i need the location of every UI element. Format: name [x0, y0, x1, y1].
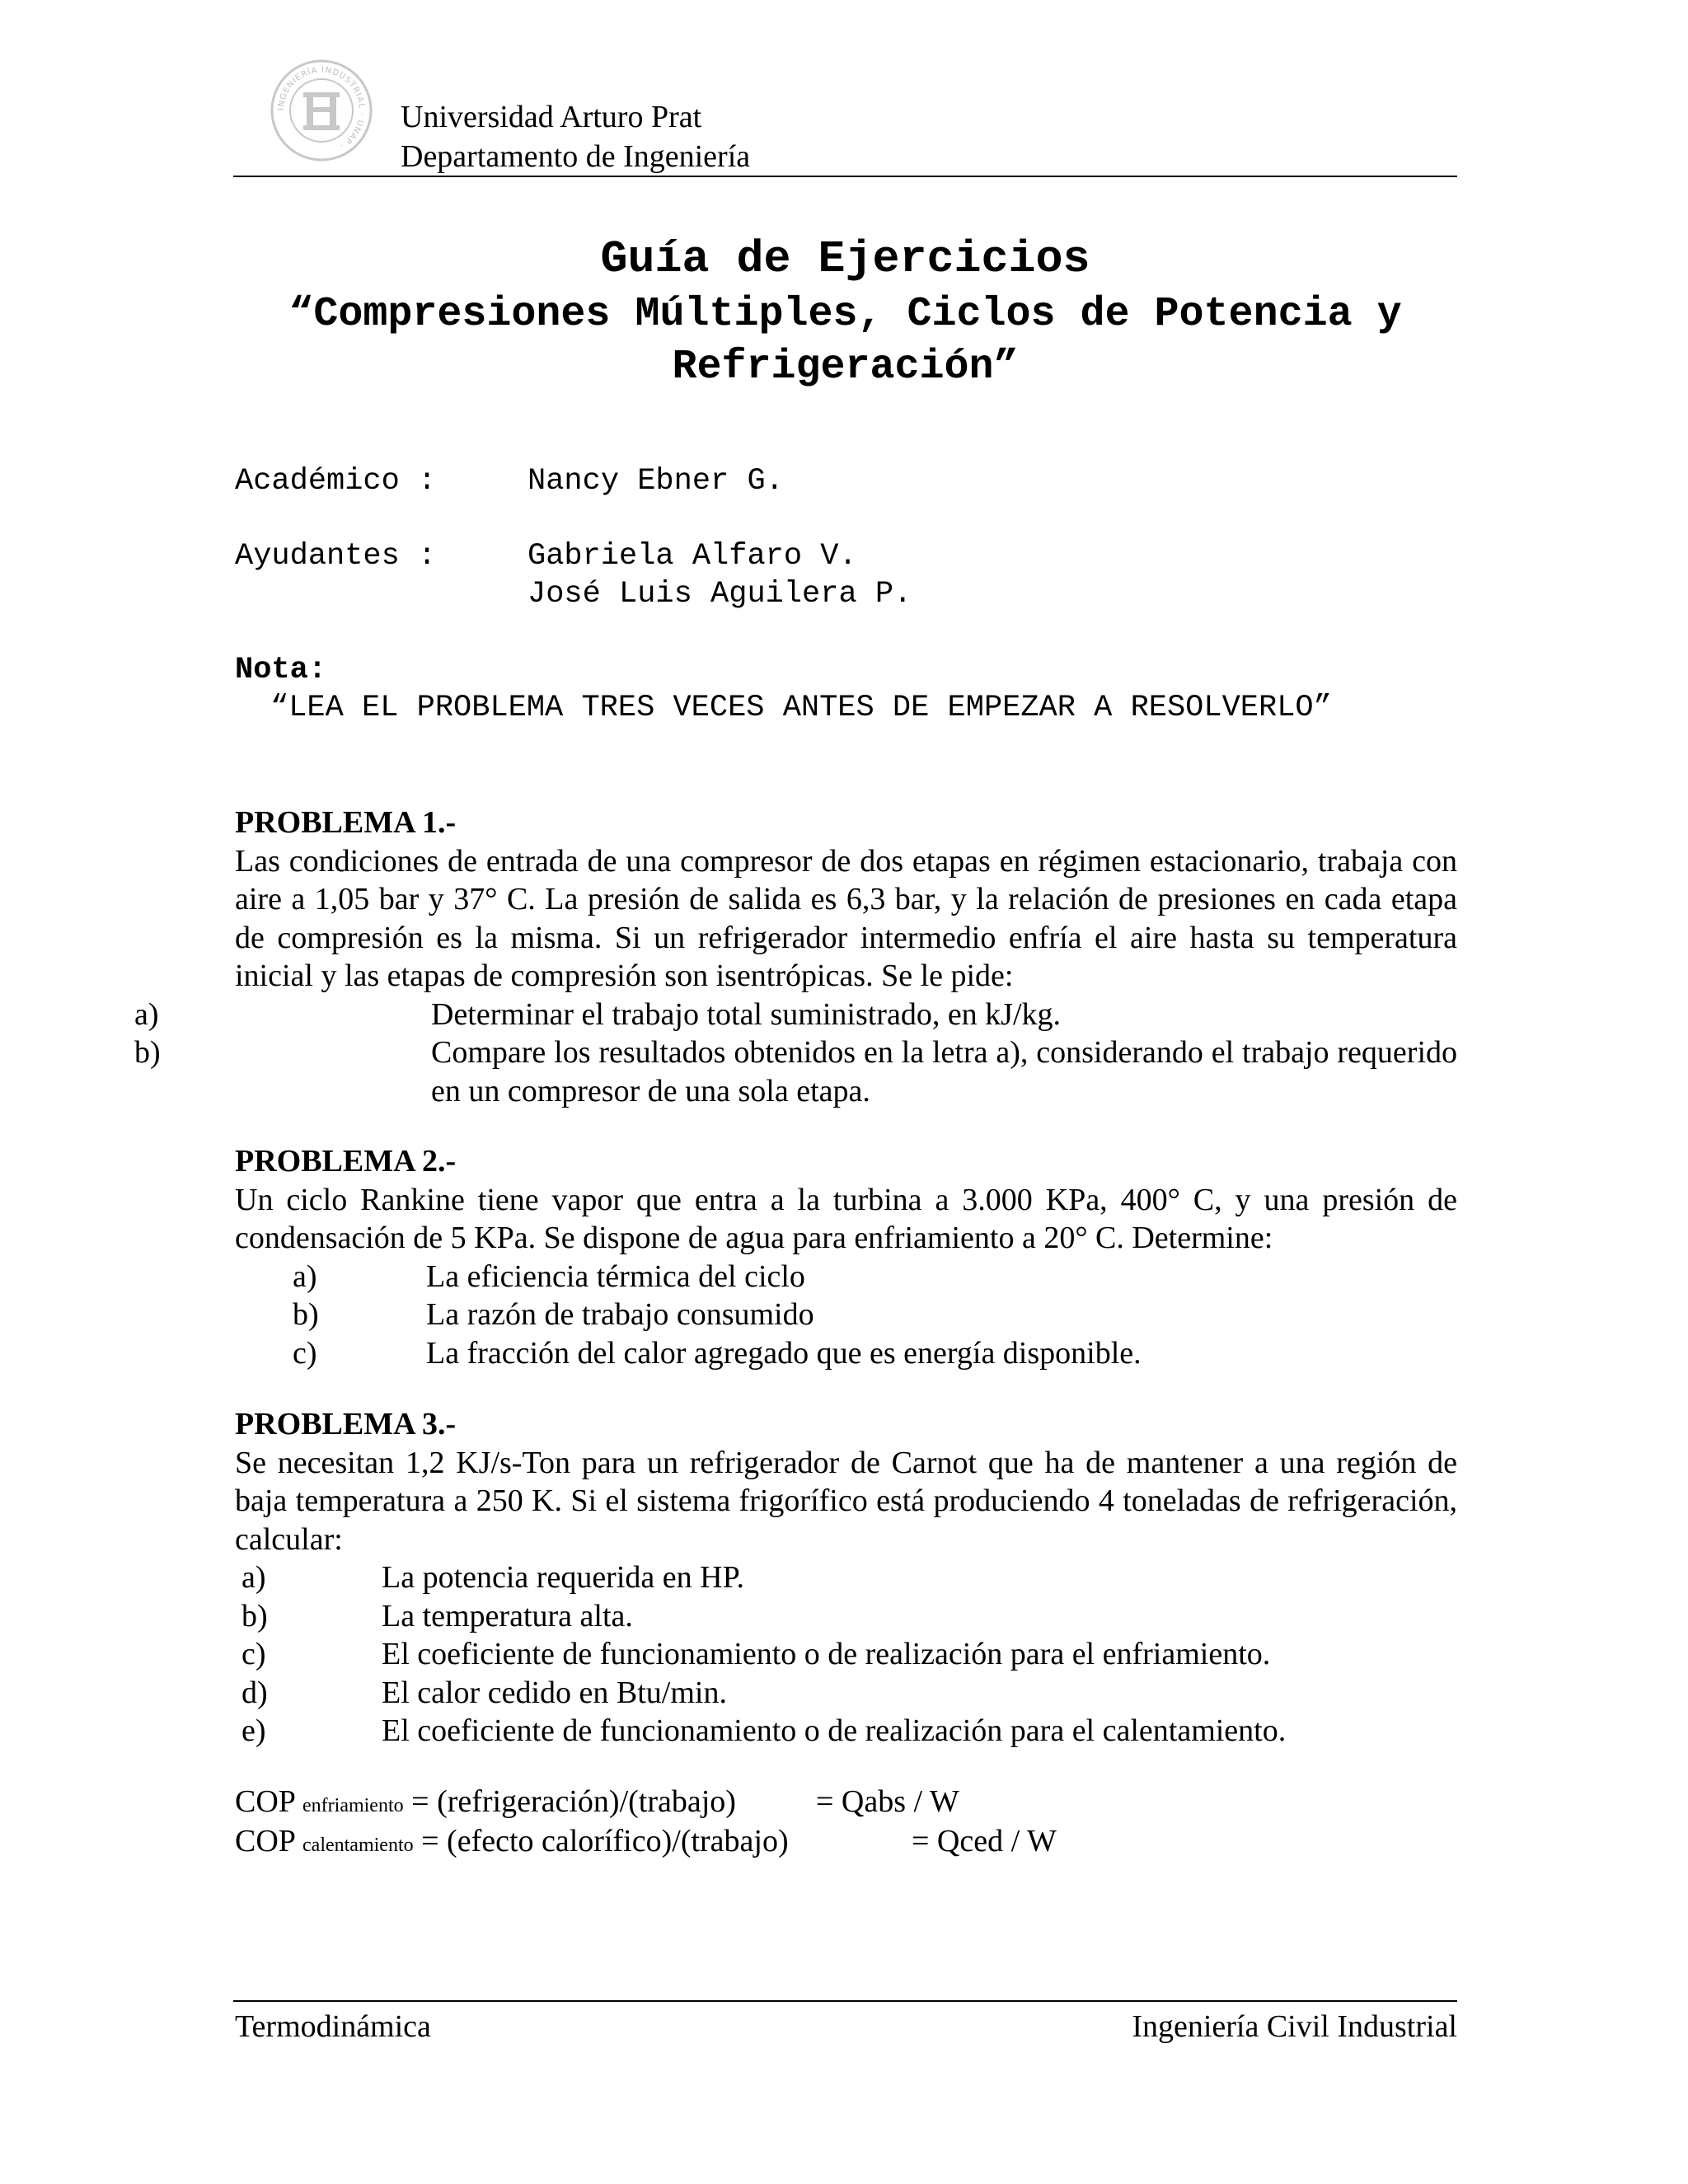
problem-statement: Se necesitan 1,2 KJ/s-Ton para un refrigerador de Carnot que ha de mantener a una región de baja temperatura a 250 K. Si el sistema frigorífico está produciendo 4 toneladas de refrigeración, calcular: [235, 1445, 1457, 1557]
list-item-label: e) [241, 1713, 266, 1748]
cop-cooling-formula [235, 1782, 959, 1825]
footer-program: Ingeniería Civil Industrial [1132, 2009, 1457, 2044]
list-item-label: a) [241, 1560, 266, 1595]
list-item-text: El coeficiente de funcionamiento o de realización para el enfriamiento. [382, 1637, 1271, 1671]
problem-statement: Un ciclo Rankine tiene vapor que entra a la turbina a 3.000 KPa, 400° C, y una presión de condensación de 5 KPa. Se dispone de agua para enfriamiento a 20° C. Determine: [235, 1182, 1457, 1255]
institution-block [401, 97, 750, 176]
problem-title: PROBLEMA 1.- [235, 805, 457, 840]
list-item [241, 1558, 1457, 1597]
list-item [241, 1674, 1457, 1713]
list-item-label: b) [134, 1035, 161, 1070]
list-item [134, 996, 1457, 1034]
nota-label: Nota: [235, 653, 327, 687]
list-item [293, 1296, 1457, 1334]
formula-cop: COP [235, 1784, 295, 1819]
list-item [293, 1258, 1457, 1296]
problem-statement: Las condiciones de entrada de una compresor de dos etapas en régimen estacionario, trabaja con aire a 1,05 bar y 37° C. La presión de salida es 6,3 bar, y la relación de presiones en cada etapa de compresión es la misma. Si un refrigerador intermedio enfría el aire hasta su temperatura inicial y las etapas de compresión son isentrópicas. Se le pide: [235, 843, 1457, 993]
formula-definition: = (refrigeración)/(trabajo) [411, 1784, 736, 1819]
problem-2 [235, 1142, 1457, 1372]
footer-course: Termodinámica [235, 2009, 431, 2044]
document-subtitle-line1: “Compresiones Múltiples, Ciclos de Potencia y [288, 291, 1402, 338]
formula-subscript: calentamiento [302, 1835, 414, 1856]
nota-text: “LEA EL PROBLEMA TRES VECES ANTES DE EMPEZAR A RESOLVERLO” [270, 691, 1332, 725]
list-item-text: La razón de trabajo consumido [426, 1297, 814, 1332]
list-item-text: Compare los resultados obtenidos en la letra a), considerando el trabajo requerido en un compresor de una sola etapa. [431, 1035, 1457, 1108]
cop-heating-formula [235, 1821, 1057, 1865]
formula-rhs: = Qced / W [912, 1824, 1057, 1858]
academico-value: Nancy Ebner G. [528, 464, 784, 499]
list-item-text: La potencia requerida en HP. [382, 1560, 744, 1595]
formula-cop: COP [235, 1824, 295, 1858]
list-item-text: La temperatura alta. [382, 1598, 633, 1633]
problem-1 [134, 804, 1457, 1110]
ayudante-name: José Luis Aguilera P. [528, 577, 912, 612]
problem-title: PROBLEMA 2.- [235, 1144, 457, 1179]
title-block [233, 231, 1457, 394]
list-item-label: a) [134, 996, 159, 1032]
academico-label: Académico : [235, 464, 437, 499]
department-name: Departamento de Ingeniería [401, 139, 751, 174]
list-item [241, 1712, 1457, 1750]
institution-name: Universidad Arturo Prat [401, 100, 702, 134]
list-item-text: La eficiencia térmica del ciclo [426, 1258, 805, 1294]
svg-text:INGENIERÍA INDUSTRIAL · UNAP ·: INGENIERÍA INDUSTRIAL · UNAP · [276, 65, 367, 151]
problem-3 [235, 1405, 1457, 1750]
list-item [134, 1033, 1457, 1110]
list-item-label: d) [241, 1675, 268, 1710]
list-item-text: La fracción del calor agregado que es energía disponible. [426, 1335, 1142, 1371]
ayudante-name: Gabriela Alfaro V. [528, 539, 857, 574]
list-item-label: b) [241, 1598, 268, 1633]
list-item-text: El calor cedido en Btu/min. [382, 1675, 727, 1710]
header-rule [233, 176, 1457, 177]
document-subtitle-line2: Refrigeración” [672, 344, 1019, 391]
problem-title: PROBLEMA 3.- [235, 1407, 457, 1441]
list-item [293, 1334, 1457, 1373]
list-item-text: Determinar el trabajo total suministrado, en kJ/kg. [431, 996, 1062, 1032]
list-item [241, 1597, 1457, 1636]
ayudantes-label: Ayudantes : [235, 539, 437, 574]
list-item-label: c) [293, 1335, 317, 1371]
university-seal-logo [270, 59, 373, 162]
list-item-text: El coeficiente de funcionamiento o de realización para el calentamiento. [382, 1713, 1287, 1748]
list-item-label: b) [293, 1297, 319, 1332]
formula-definition: = (efecto calorífico)/(trabajo) [421, 1824, 789, 1858]
list-item [241, 1635, 1457, 1674]
document-title: Guía de Ejercicios [600, 233, 1090, 285]
footer-rule [233, 2000, 1457, 2002]
list-item-label: c) [241, 1637, 266, 1671]
formula-rhs: = Qabs / W [816, 1784, 959, 1819]
formula-subscript: enfriamiento [302, 1795, 404, 1816]
list-item-label: a) [293, 1258, 317, 1294]
